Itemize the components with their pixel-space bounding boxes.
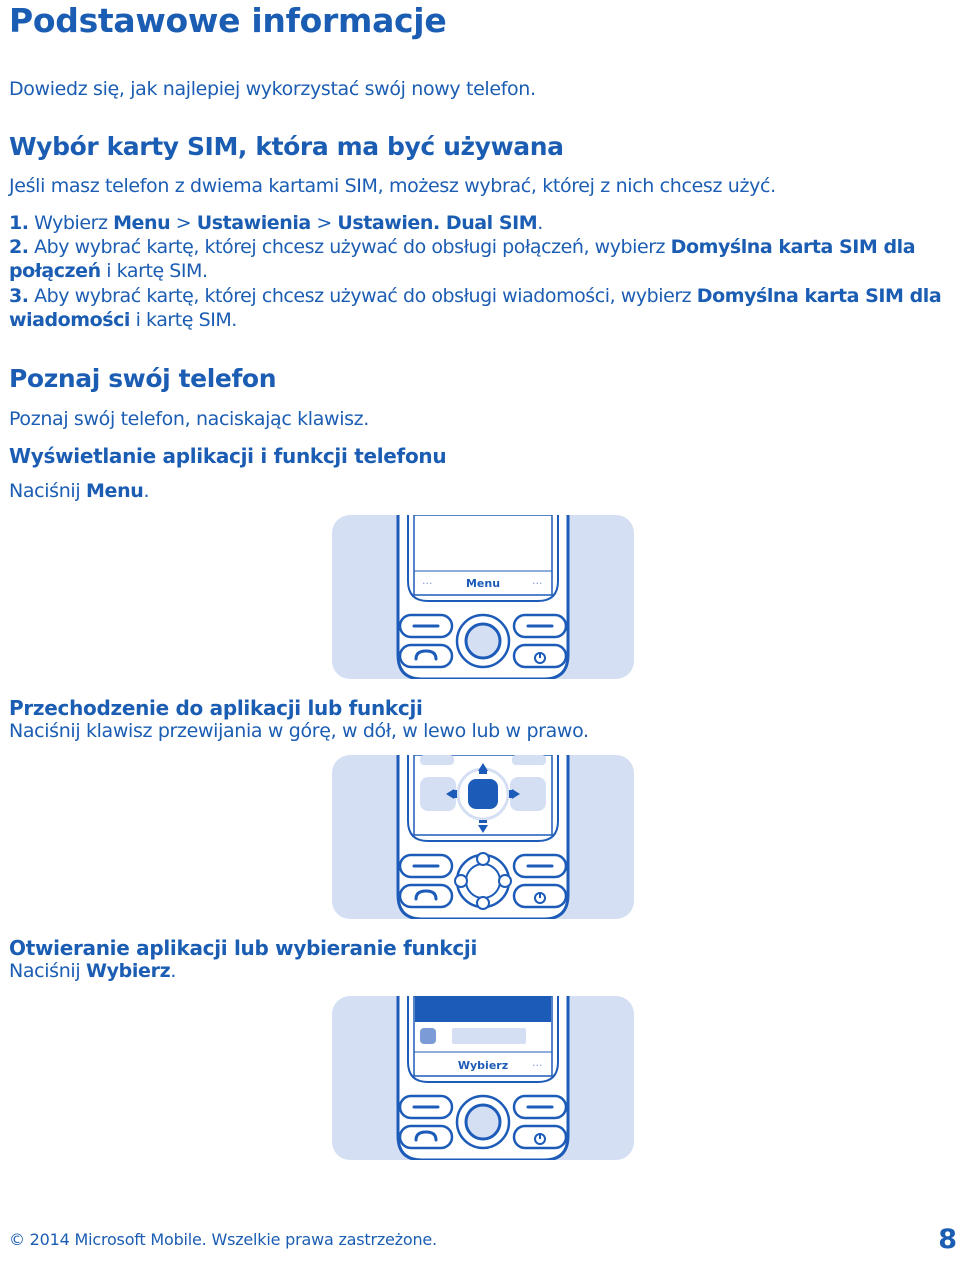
menu-label: Menu <box>113 212 171 234</box>
default-sim-calls-label: Domyślna karta SIM dla <box>670 236 916 258</box>
screen-select-label: Wybierz <box>457 1059 509 1072</box>
select-key-highlight <box>466 624 500 658</box>
open-instruction: Naciśnij Wybierz. <box>9 960 177 982</box>
right-dots: ··· <box>532 577 543 590</box>
phone-lead: Poznaj swój telefon, naciskając klawisz. <box>9 408 369 430</box>
footer-copyright: © 2014 Microsoft Mobile. Wszelkie prawa zastrzeżone. <box>9 1230 437 1249</box>
screen-header-bar <box>415 996 551 1022</box>
page-title: Podstawowe informacje <box>9 1 447 40</box>
phone-illustration-navigation <box>332 755 634 919</box>
screen-menu-label: Menu <box>465 577 501 590</box>
sim-lead: Jeśli masz telefon z dwiema kartami SIM, możesz wybrać, której z nich chcesz użyć. <box>9 175 776 197</box>
step-text: i kartę SIM. <box>129 309 237 331</box>
nav-instruction: Naciśnij klawisz przewijania w górę, w dół, w lewo lub w prawo. <box>9 720 589 742</box>
sim-step-2 <box>9 236 915 258</box>
list-item-icon <box>420 1028 436 1044</box>
select-key-highlight <box>466 1105 500 1139</box>
phone-illustration-select <box>332 996 634 1160</box>
dual-sim-label: Ustawien. Dual SIM <box>337 212 538 234</box>
sim-step-1 <box>9 212 543 234</box>
step-text: i kartę SIM. <box>100 260 208 282</box>
step-number: 1. <box>9 212 29 234</box>
phone-illustration-menu <box>332 515 634 679</box>
open-heading: Otwieranie aplikacji lub wybieranie funkcji <box>9 936 478 960</box>
page-number: 8 <box>938 1224 957 1255</box>
sim-heading: Wybór karty SIM, która ma być używana <box>9 132 564 161</box>
right-dots: ··· <box>532 1059 543 1072</box>
menu-instruction: Naciśnij Menu. <box>9 480 150 502</box>
select-keyword: Wybierz <box>85 960 171 982</box>
selected-tile <box>468 779 498 809</box>
scroll-right-indicator <box>499 875 511 887</box>
left-dots: ··· <box>422 577 433 590</box>
separator: > <box>310 212 338 234</box>
call-key <box>400 1126 452 1148</box>
sim-step-3-cont <box>9 309 237 331</box>
grid-tile <box>512 755 546 765</box>
intro-text: Dowiedz się, jak najlepiej wykorzystać swój nowy telefon. <box>9 78 536 100</box>
default-sim-calls-label-cont: połączeń <box>9 260 101 282</box>
select-key <box>466 864 500 898</box>
scroll-up-indicator <box>477 853 489 865</box>
default-sim-msg-label-cont: wiadomości <box>9 309 130 331</box>
menu-keyword: Menu <box>85 480 144 502</box>
default-sim-msg-label: Domyślna karta SIM dla <box>696 285 942 307</box>
scroll-down-indicator <box>477 897 489 909</box>
settings-label: Ustawienia <box>196 212 311 234</box>
separator: > <box>170 212 197 234</box>
menu-heading: Wyświetlanie aplikacji i funkcji telefonu <box>9 444 447 468</box>
step-text: Wybierz <box>28 212 114 234</box>
call-key <box>400 885 452 907</box>
phone-heading: Poznaj swój telefon <box>9 364 277 393</box>
sim-step-2-cont <box>9 260 208 282</box>
step-text: Aby wybrać kartę, której chcesz używać do obsługi połączeń, wybierz <box>28 236 671 258</box>
scroll-left-indicator <box>455 875 467 887</box>
nav-heading: Przechodzenie do aplikacji lub funkcji <box>9 696 423 720</box>
sim-step-3 <box>9 285 941 307</box>
step-end: . <box>537 212 543 234</box>
step-number: 2. <box>9 236 29 258</box>
call-key <box>400 645 452 667</box>
grid-tile <box>420 755 454 765</box>
step-number: 3. <box>9 285 29 307</box>
list-item-field <box>452 1028 526 1044</box>
step-text: Aby wybrać kartę, której chcesz używać do obsługi wiadomości, wybierz <box>28 285 697 307</box>
